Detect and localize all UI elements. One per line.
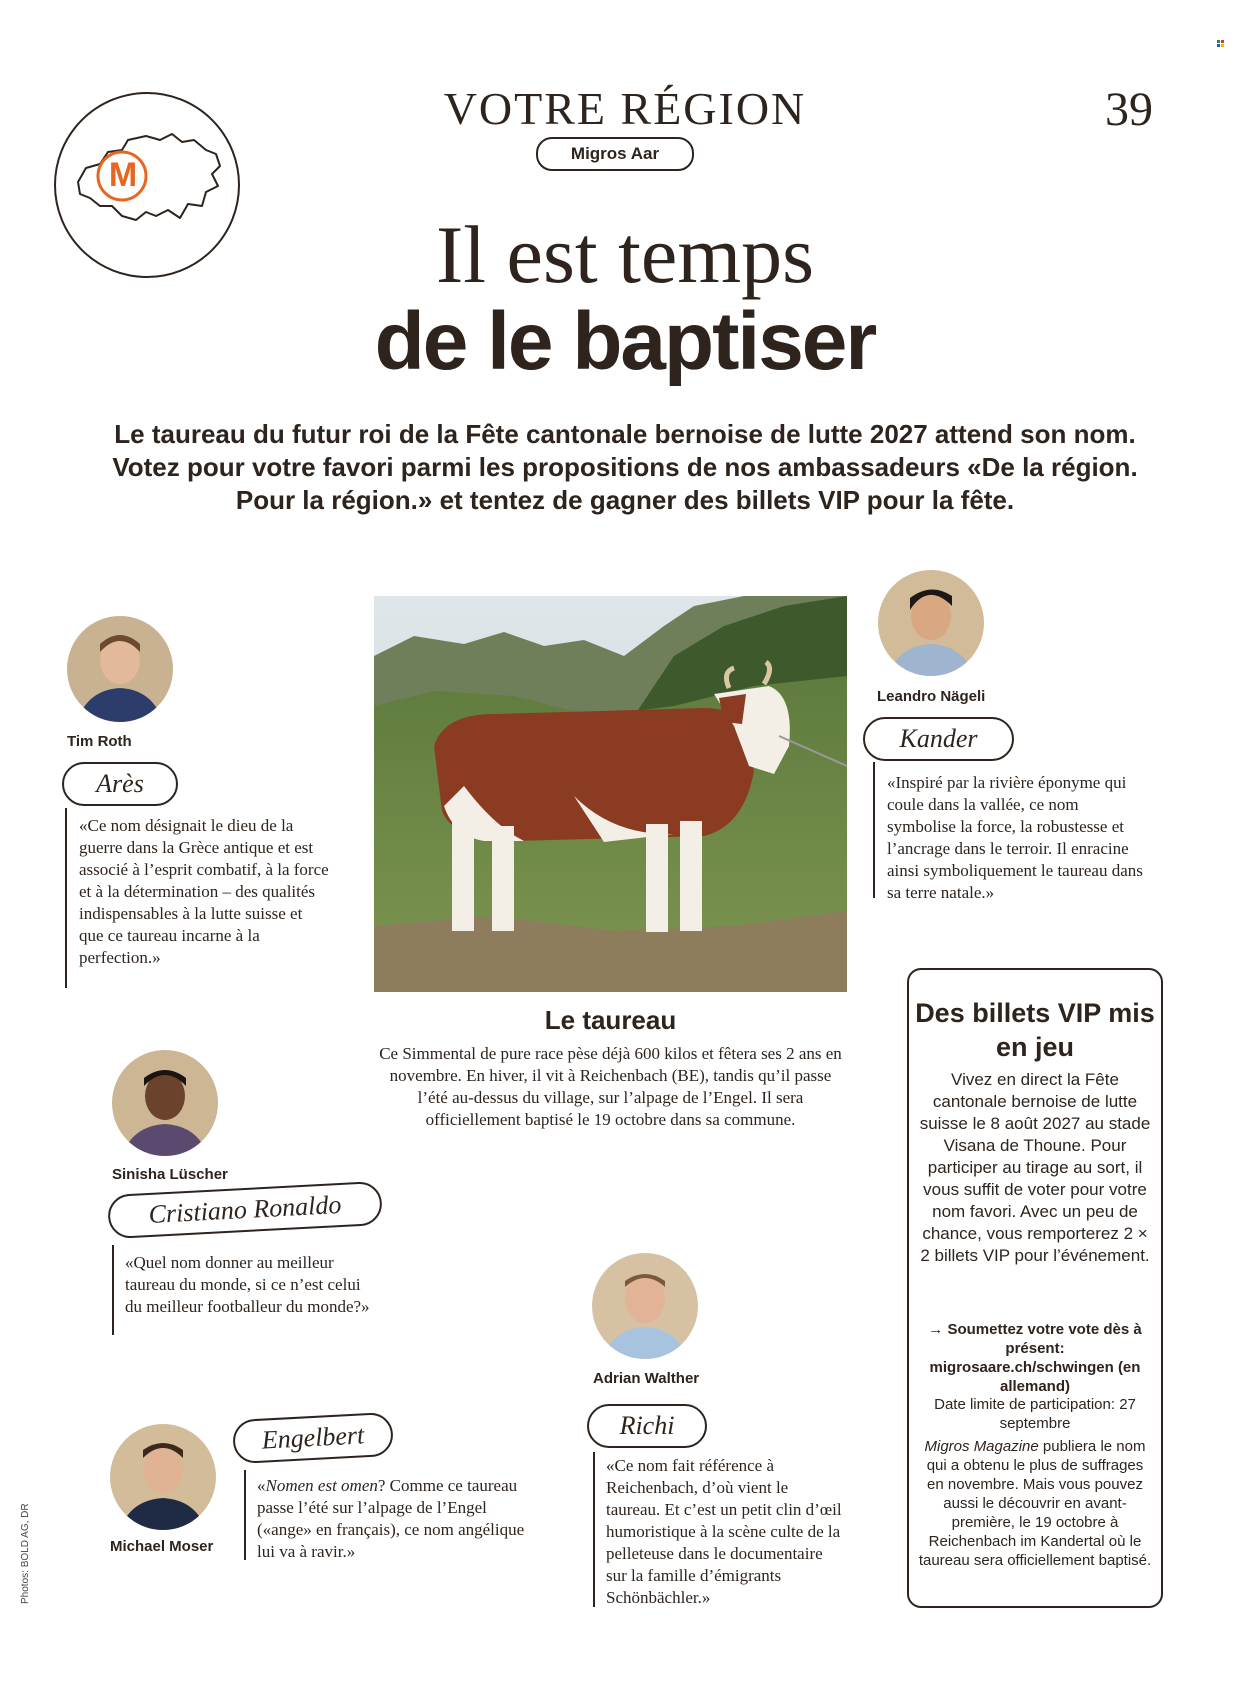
section-title: VOTRE RÉGION bbox=[443, 83, 807, 134]
bull-photo bbox=[374, 596, 847, 992]
name-suggestion-tag: Richi bbox=[587, 1404, 707, 1448]
avatar-sinisha-luscher bbox=[112, 1050, 218, 1156]
ambassador-name: Tim Roth bbox=[67, 733, 132, 750]
quote-bar bbox=[65, 808, 67, 988]
color-mark-icon bbox=[1217, 34, 1224, 41]
ambassador-name: Adrian Walther bbox=[593, 1370, 700, 1387]
vip-box-title: Des billets VIP mis en jeu bbox=[915, 998, 1155, 1062]
photo-credit: Photos: BOLD AG, DR bbox=[20, 1503, 31, 1604]
quote-bar bbox=[873, 762, 875, 898]
ambassador-name: Michael Moser bbox=[110, 1538, 214, 1555]
bull-heading: Le taureau bbox=[544, 1005, 677, 1035]
region-pill: Migros Aar bbox=[536, 137, 694, 171]
migros-m-logo: M bbox=[108, 156, 138, 194]
ambassador-name: Leandro Nägeli bbox=[877, 688, 986, 705]
avatar-michael-moser bbox=[110, 1424, 216, 1530]
headline-line1: Il est temps bbox=[435, 209, 815, 300]
name-suggestion-tag: Arès bbox=[62, 762, 178, 806]
ambassador-quote: «Ce nom désignait le dieu de la guerre dans la Grèce antique et est associé à l’esprit combatif, à la force et à la détermination – des qualités indispensables à la lutte suisse et que ce taureau incarne à la perfection.» bbox=[79, 816, 329, 967]
vip-box-body: Vivez en direct la Fête cantonale bernoise de lutte suisse le 8 août 2027 au stade Visana de Thoune. Pour participer au tirage au sort, il vous suffit de voter pour votre nom favori. Avec un peu de chance, vous remporterez 2 × 2 billets VIP pour l’événement. bbox=[919, 1070, 1151, 1265]
page-number: 39 bbox=[1105, 83, 1153, 136]
name-suggestion-tag: Cristiano Ronaldo bbox=[107, 1181, 383, 1239]
name-suggestion-tag: Kander bbox=[863, 717, 1014, 761]
ambassador-quote: «Quel nom donner au meilleur taureau du monde, si ce n’est celui du meilleur footballeur du monde?» bbox=[125, 1253, 370, 1316]
avatar-adrian-walther bbox=[592, 1253, 698, 1359]
quote-bar bbox=[593, 1452, 595, 1607]
headline-line2: de le baptiser bbox=[374, 296, 876, 387]
avatar-tim-roth bbox=[67, 616, 173, 722]
ambassador-quote: «Nomen est omen? Comme ce taureau passe l’été sur l’alpage de l’Engel («ange» en français), ce nom angélique lui va à ravir.» bbox=[257, 1476, 525, 1561]
bull-description: Ce Simmental de pure race pèse déjà 600 kilos et fêtera ses 2 ans en novembre. En hiver, il vit à Reichenbach (BE), tandis qu’il passe l’été au-dessus du village, sur l’alpage de l’Engel. Il sera officiellement baptisé le 19 octobre dans sa commune. bbox=[379, 1044, 842, 1129]
avatar-leandro-nageli bbox=[878, 570, 984, 676]
vip-deadline: Date limite de participation: 27 septembre bbox=[934, 1396, 1136, 1432]
name-suggestion-tag: Engelbert bbox=[232, 1412, 394, 1464]
ambassador-quote: «Inspiré par la rivière éponyme qui coule dans la vallée, ce nom symbolise la force, la robustesse et l’ancrage dans le terroir. Il enracine ainsi symboliquement le taureau dans sa terre natale.» bbox=[887, 773, 1143, 902]
vip-publish-note: Migros Magazine publiera le nom qui a obtenu le plus de suffrages en novembre. Mais vous pouvez aussi le découvrir en avant-première, le 19 octobre à Reichenbach im Kandertal où le taureau sera officiellement baptisé. bbox=[918, 1438, 1152, 1569]
quote-bar bbox=[112, 1245, 114, 1335]
lead-paragraph: Le taureau du futur roi de la Fête cantonale bernoise de lutte 2027 attend son nom. Votez pour votre favori parmi les propositions de nos ambassadeurs «De la région. Pour la région.» et tentez de gagner des billets VIP pour la fête. bbox=[112, 419, 1138, 515]
vip-vote-link[interactable]: → Soumettez votre vote dès à présent: migrosaare.ch/schwingen (en allemand) bbox=[928, 1321, 1142, 1395]
ambassador-quote: «Ce nom fait référence à Reichenbach, d’où vient le taureau. Et c’est un petit clin d’œil humoristique à la scène culte de la pelleteuse dans le documentaire sur la famille d’émigrants Schönbächler.» bbox=[606, 1456, 842, 1607]
quote-bar bbox=[244, 1470, 246, 1560]
ambassador-name: Sinisha Lüscher bbox=[112, 1166, 228, 1183]
quote-italic: Nomen est omen bbox=[265, 1476, 378, 1495]
